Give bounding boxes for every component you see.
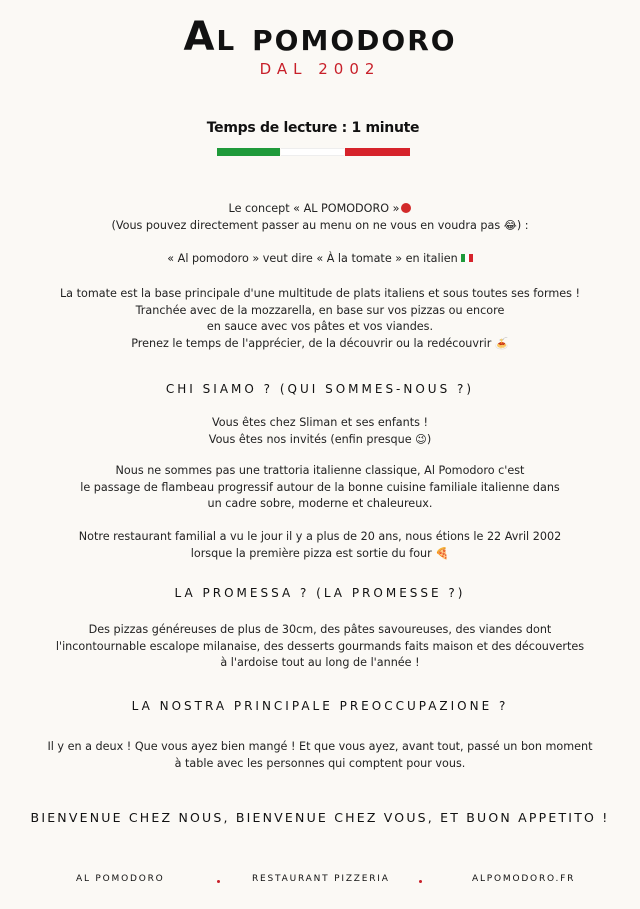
footer-website-link[interactable]: ALPOMODORO.FR <box>472 874 576 884</box>
footer-restaurant-type: RESTAURANT PIZZERIA <box>252 874 390 884</box>
intro-line-1: Le concept « AL POMODORO » <box>228 202 400 215</box>
la-promessa-line-1: Des pizzas généreuses de plus de 30cm, des pâtes savoureuses, des viandes dont <box>88 623 552 636</box>
chi-siamo-line-7: lorsque la première pizza est sortie du four 🍕 <box>190 546 450 560</box>
section-heading-preoccupazione: LA NOSTRA PRINCIPALE PREOCCUPAZIONE ? <box>131 699 509 713</box>
la-promessa-line-2: l'incontournable escalope milanaise, des desserts gourmands faits maison et des découvertes <box>55 639 585 653</box>
tomato-icon <box>401 203 411 213</box>
chi-siamo-line-4: le passage de flambeau progressif autour de la bonne cuisine familiale italienne dans <box>80 480 560 494</box>
section-heading-la-promessa: LA PROMESSA ? (LA PROMESSE ?) <box>174 586 466 600</box>
intro-paragraph <box>0 201 640 268</box>
italian-flag-divider <box>217 148 410 156</box>
chi-siamo-line-6: Notre restaurant familial a vu le jour il y a plus de 20 ans, nous étions le 22 Avril 2002 <box>78 530 562 543</box>
footer <box>0 874 640 888</box>
flag-green-band <box>217 148 280 156</box>
flag-white-band <box>281 148 344 156</box>
preoccupazione-line-2: à table avec les personnes qui comptent pour vous. <box>174 756 466 770</box>
intro-line-2: (Vous pouvez directement passer au menu on ne vous en voudra pas 😂) : <box>111 218 529 232</box>
closing-tagline: BIENVENUE CHEZ NOUS, BIENVENUE CHEZ VOUS, ET BUON APPETITO ! <box>30 810 610 825</box>
tomato-paragraph <box>0 286 640 352</box>
section-heading-chi-siamo: CHI SIAMO ? (QUI SOMMES-NOUS ?) <box>165 382 475 396</box>
chi-siamo-line-1: Vous êtes chez Sliman et ses enfants ! <box>212 416 428 429</box>
logo-title: Al pomodoro <box>183 14 457 60</box>
intro-line-3: « Al pomodoro » veut dire « À la tomate » en italien <box>167 252 458 265</box>
header <box>0 14 640 78</box>
tomato-line-3: en sauce avec vos pâtes et vos viandes. <box>206 320 434 333</box>
preoccupazione-paragraph <box>0 739 640 772</box>
chi-siamo-line-2: Vous êtes nos invités (enfin presque 😉) <box>208 432 432 446</box>
footer-separator-dot <box>419 880 422 883</box>
tomato-line-1: La tomate est la base principale d'une multitude de plats italiens et sous toutes ses formes ! <box>59 287 581 300</box>
la-promessa-line-3: à l'ardoise tout au long de l'année ! <box>220 656 420 669</box>
preoccupazione-line-1: Il y en a deux ! Que vous ayez bien mangé ! Et que vous ayez, avant tout, passé un bon moment <box>47 740 593 753</box>
chi-siamo-line-3: Nous ne sommes pas une trattoria italienne classique, Al Pomodoro c'est <box>115 464 525 477</box>
flag-red-band <box>345 148 410 156</box>
reading-time: Temps de lecture : 1 minute <box>206 120 420 136</box>
since-subtitle: DAL 2002 <box>259 60 381 78</box>
italy-flag-icon <box>461 254 473 262</box>
chi-siamo-line-5: un cadre sobre, moderne et chaleureux. <box>207 497 433 510</box>
tomato-line-2: Tranchée avec de la mozzarella, en base sur vos pizzas ou encore <box>135 303 505 317</box>
footer-separator-dot <box>217 880 220 883</box>
footer-restaurant-name: AL POMODORO <box>76 874 165 884</box>
la-promessa-paragraph <box>0 622 640 672</box>
chi-siamo-paragraph-1 <box>0 415 640 448</box>
chi-siamo-paragraph-2 <box>0 463 640 513</box>
chi-siamo-paragraph-3 <box>0 529 640 562</box>
tomato-line-4: Prenez le temps de l'apprécier, de la découvrir ou la redécouvrir 🍝 <box>131 336 509 350</box>
